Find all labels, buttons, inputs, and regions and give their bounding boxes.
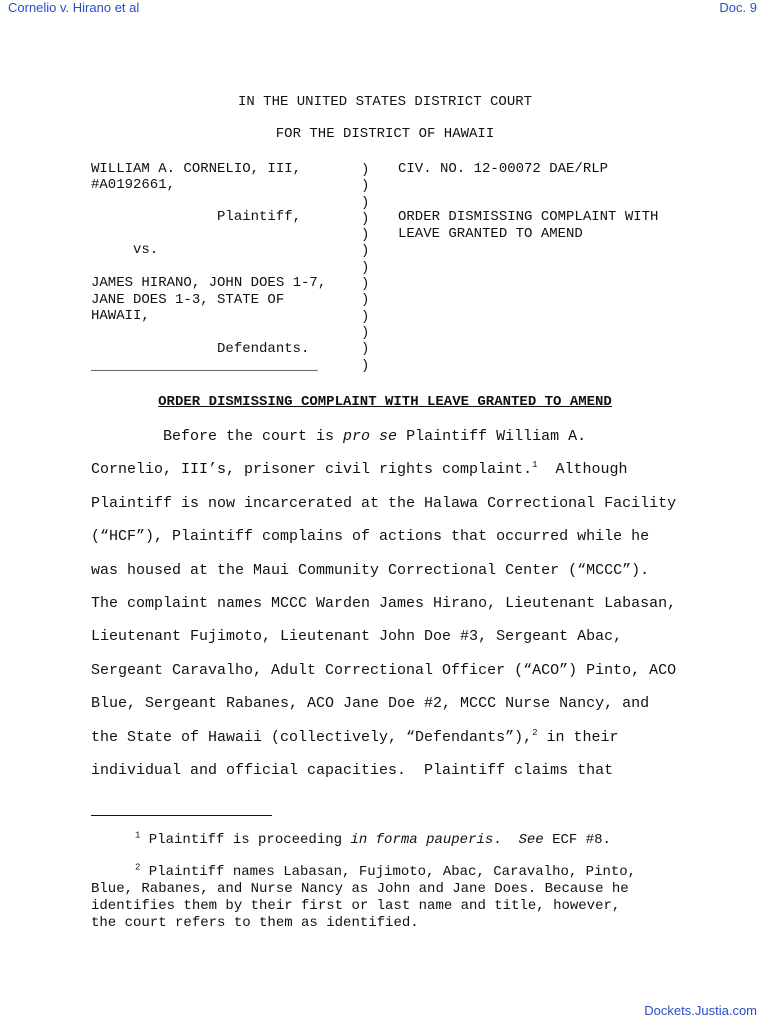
footnote-line: Blue, Rabanes, and Nurse Nancy as John and Jane Does. Because he xyxy=(91,881,629,897)
footnote-line: the court refers to them as identified. xyxy=(91,915,419,931)
footnote-divider xyxy=(91,815,272,816)
dockets-justia-link[interactable]: Dockets.Justia.com xyxy=(644,1003,757,1018)
caption-doc-title: LEAVE GRANTED TO AMEND xyxy=(398,226,583,242)
footnote-number: 1 xyxy=(135,830,141,841)
caption-rule: ___________________________ xyxy=(91,358,318,374)
body-line xyxy=(91,729,619,746)
caption-line: WILLIAM A. CORNELIO, III, xyxy=(91,161,302,177)
caption-line: Plaintiff, xyxy=(91,209,302,225)
caption-parentheses: ) ) ) ) ) ) ) ) ) ) ) ) ) xyxy=(361,162,370,374)
body-text: the State of Hawaii (collectively, “Defendants”), xyxy=(91,729,533,746)
civil-number: CIV. NO. 12-00072 DAE/RLP xyxy=(398,161,609,177)
body-text: Plaintiff William A. xyxy=(397,428,587,445)
body-text: in their xyxy=(537,729,619,746)
footnote-text: Plaintiff names Labasan, Fujimoto, Abac, Caravalho, Pinto, xyxy=(140,864,637,880)
footnote-1 xyxy=(135,832,611,849)
body-line: (“HCF”), Plaintiff complains of actions that occurred while he xyxy=(91,528,650,545)
court-district: FOR THE DISTRICT OF HAWAII xyxy=(275,126,495,142)
doc-number-link[interactable]: Doc. 9 xyxy=(719,0,757,15)
footnote-text: ECF #8. xyxy=(543,832,611,848)
body-text: Although xyxy=(537,461,628,478)
footnote-line: identifies them by their first or last name and title, however, xyxy=(91,898,621,914)
caption-line: #A0192661, xyxy=(91,177,176,193)
caption-line: HAWAII, xyxy=(91,308,150,324)
body-line: Blue, Sergeant Rabanes, ACO Jane Doe #2, MCCC Nurse Nancy, and xyxy=(91,695,650,712)
footnote-ref[interactable]: 2 xyxy=(532,728,538,738)
footnote-2 xyxy=(135,864,636,881)
body-text: Cornelio, III’s, prisoner civil rights complaint. xyxy=(91,461,533,478)
body-line: individual and official capacities. Plaintiff claims that xyxy=(91,762,614,779)
footnote-number: 2 xyxy=(135,862,141,873)
footnote-italic: in forma pauperis xyxy=(350,832,494,848)
footnote-text: Plaintiff is proceeding xyxy=(140,832,351,848)
body-line: was housed at the Maui Community Correctional Center (“MCCC”). xyxy=(91,562,650,579)
caption-line: JANE DOES 1-3, STATE OF xyxy=(91,292,285,308)
body-line: The complaint names MCCC Warden James Hirano, Lieutenant Labasan, xyxy=(91,595,677,612)
caption-line: JAMES HIRANO, JOHN DOES 1-7, xyxy=(91,275,327,291)
footnote-italic: See xyxy=(518,832,544,848)
body-line: Sergeant Caravalho, Adult Correctional Officer (“ACO”) Pinto, ACO xyxy=(91,662,677,679)
body-line xyxy=(91,428,586,445)
caption-line: Defendants. xyxy=(91,341,310,357)
body-line: Plaintiff is now incarcerated at the Halawa Correctional Facility xyxy=(91,495,677,512)
order-title: ORDER DISMISSING COMPLAINT WITH LEAVE GRANTED TO AMEND xyxy=(158,394,612,410)
body-line: Lieutenant Fujimoto, Lieutenant John Doe #3, Sergeant Abac, xyxy=(91,628,623,645)
body-line xyxy=(91,461,628,478)
body-text: Before the court is xyxy=(91,428,344,445)
body-italic: pro se xyxy=(343,428,398,445)
footnote-ref[interactable]: 1 xyxy=(532,460,538,470)
doc-header-title[interactable]: Cornelio v. Hirano et al xyxy=(8,0,140,15)
caption-line: vs. xyxy=(91,242,159,258)
caption-doc-title: ORDER DISMISSING COMPLAINT WITH xyxy=(398,209,659,225)
footnote-text: . xyxy=(493,832,519,848)
court-name: IN THE UNITED STATES DISTRICT COURT xyxy=(237,94,533,110)
